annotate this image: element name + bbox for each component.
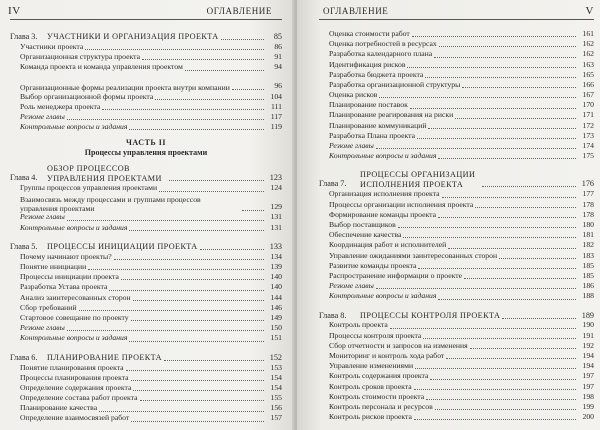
dot-leader: [67, 220, 264, 221]
page-header: [0, 5, 294, 17]
entry-title: Контроль сроков проекта: [329, 381, 412, 391]
page-ref: 167: [582, 90, 594, 100]
page-ref: 189: [581, 310, 594, 320]
right-page: [297, 0, 600, 430]
toc-entry: [319, 271, 594, 281]
page-ref: 104: [270, 91, 282, 101]
entry-title: Разработка календарного плана: [329, 49, 433, 59]
page-ref: 151: [270, 333, 282, 343]
page-ref: 175: [582, 151, 594, 161]
dot-leader: [121, 279, 264, 280]
page-ref: 161: [582, 28, 594, 38]
dot-leader: [88, 269, 264, 270]
page-ref: 144: [270, 292, 282, 302]
entry-title: Сбор требований: [20, 302, 77, 312]
toc-entry: [319, 141, 594, 151]
toc-entry: [319, 412, 594, 422]
toc-entry: [10, 272, 282, 282]
chapter-title: ПРОЦЕССЫ ОРГАНИЗАЦИИ ИСПОЛНЕНИЯ ПРОЕКТА: [360, 170, 476, 189]
dot-leader: [159, 191, 264, 192]
dot-leader: [470, 348, 576, 349]
page-ref: 129: [270, 202, 282, 212]
page-ref: 146: [270, 302, 282, 312]
toc-entry: [319, 151, 594, 161]
dot-leader: [407, 67, 576, 68]
page-ref: 165: [582, 69, 594, 79]
entry-title: Контроль содержания проекта: [329, 371, 429, 381]
dot-leader: [85, 49, 264, 50]
dot-leader: [446, 358, 576, 359]
page-ref: 124: [270, 183, 282, 193]
entry-title: Выбор организационной формы проекта: [20, 91, 154, 101]
page-ref: 181: [582, 230, 594, 240]
dot-leader: [376, 148, 576, 149]
page-ref: 182: [582, 240, 594, 250]
entry-title: Определение содержания проекта: [20, 382, 132, 392]
entry-title: Резюме главы: [329, 141, 374, 151]
toc-entry: [10, 42, 282, 52]
part-heading: ЧАСТЬ II: [126, 138, 166, 148]
dot-leader: [164, 360, 264, 361]
toc-entry: [10, 363, 282, 373]
toc-entry: [10, 313, 282, 323]
dot-leader: [169, 180, 264, 181]
dot-leader: [403, 237, 576, 238]
chapter-label: Глава 4.: [10, 173, 38, 183]
dot-leader: [428, 128, 576, 129]
toc-entry: [10, 112, 282, 122]
page-ref: 152: [269, 352, 282, 362]
toc-entry: [10, 62, 282, 72]
chapter-entry: [319, 310, 594, 321]
dot-leader: [412, 36, 576, 37]
entry-title: Планирование коммуникаций: [329, 120, 427, 130]
entry-title: Процессы планирования проекта: [20, 372, 129, 382]
page-ref: 190: [582, 320, 594, 330]
dot-leader: [442, 197, 576, 198]
entry-title: Контрольные вопросы и задания: [20, 222, 128, 232]
page-ref: 162: [582, 39, 594, 49]
toc-entry: [319, 361, 594, 371]
dot-leader: [502, 318, 576, 319]
page-ref: 183: [582, 250, 594, 260]
page-ref: 171: [582, 110, 594, 120]
dot-leader: [439, 46, 576, 47]
entry-title: Распространение информации о проекте: [329, 270, 463, 280]
entry-title: Сбор отчетности и запросов на изменения: [329, 340, 468, 350]
entry-title: Контроль рисков проекта: [329, 412, 412, 422]
toc-entry: [319, 200, 594, 210]
dot-leader: [434, 57, 576, 58]
toc-entry: [10, 252, 282, 262]
dot-leader: [462, 87, 576, 88]
toc-entry: [319, 100, 594, 110]
entry-title: Организационная структура проекта: [20, 52, 140, 62]
chapter-entry: [10, 31, 282, 42]
page-ref: 139: [270, 262, 282, 272]
chapter-label: Глава 3.: [10, 32, 38, 41]
toc-entry: [10, 393, 282, 403]
chapter-title: УЧАСТНИКИ И ОРГАНИЗАЦИЯ ПРОЕКТА: [47, 32, 219, 41]
entry-title: Мониторинг и контроль хода работ: [329, 351, 445, 361]
page-ref: 85: [273, 32, 282, 41]
chapter-label: Глава 7.: [319, 179, 347, 189]
dot-leader: [482, 186, 576, 187]
dot-leader: [67, 119, 264, 120]
dot-leader: [438, 217, 576, 218]
dot-leader: [417, 138, 576, 139]
dot-leader: [438, 299, 576, 300]
entry-title: Разработка организационной структуры: [329, 79, 461, 89]
dot-leader: [109, 290, 264, 291]
toc-entry: [10, 293, 282, 303]
entry-title: Участники проекта: [20, 41, 84, 51]
page-ref: 180: [582, 219, 594, 229]
entry-title: Контрольные вопросы и задания: [329, 151, 437, 161]
toc-entry: [10, 262, 282, 272]
dot-leader: [126, 370, 264, 371]
entry-title: Резюме главы: [20, 111, 65, 121]
entry-title: Резюме главы: [20, 212, 65, 222]
entry-title: Планирование поставок: [329, 100, 408, 110]
dot-leader: [142, 59, 264, 60]
dot-leader: [185, 70, 264, 71]
entry-title: Планирование качества: [20, 403, 98, 413]
entry-title: Координация работ и исполнителей: [329, 240, 447, 250]
chapter-entry: [319, 169, 594, 189]
chapter-label: Глава 8.: [319, 310, 347, 320]
entry-title: Понятие инициации: [20, 262, 87, 272]
dot-leader: [221, 39, 264, 40]
chapter-entry: [10, 241, 282, 252]
toc-entry: [10, 303, 282, 313]
entry-title: Оценка рисков: [329, 90, 378, 100]
page-ref: 150: [270, 323, 282, 333]
toc-entry: [319, 261, 594, 271]
entry-title: Почему начинают проекты?: [20, 251, 112, 261]
entry-title: Организация исполнения проекта: [329, 189, 440, 199]
entry-title: Процессы контроля проекта: [329, 330, 422, 340]
page-ref: 123: [269, 173, 282, 183]
page-ref: 192: [582, 340, 594, 350]
page-ref: 191: [582, 330, 594, 340]
chapter-title: ПРОЦЕССЫ КОНТРОЛЯ ПРОЕКТА: [360, 310, 501, 320]
page-ref: 133: [269, 241, 282, 251]
chapter-title: ПЛАНИРОВАНИЕ ПРОЕКТА: [47, 352, 162, 362]
toc-entry: [10, 183, 282, 193]
toc-entry: [10, 213, 282, 223]
dot-leader: [430, 379, 576, 380]
entry-title: Планирование реагирования на риски: [329, 110, 454, 120]
page-ref: 155: [270, 393, 282, 403]
page-ref: 149: [270, 312, 282, 322]
dot-leader: [376, 288, 576, 289]
page-ref: 197: [582, 371, 594, 381]
entry-title: Контроль стоимости проекта: [329, 391, 425, 401]
page-ref: 140: [270, 272, 282, 282]
entry-title: Контрольные вопросы и задания: [20, 333, 128, 343]
dot-leader: [425, 77, 576, 78]
toc-entry: [319, 80, 594, 90]
entry-title: Резюме главы: [329, 281, 374, 291]
running-title: ОГЛАВЛЕНИЕ: [206, 6, 272, 16]
chapter-entry: [10, 352, 282, 363]
chapter-title: ПРОЦЕССЫ ИНИЦИАЦИИ ПРОЕКТА: [47, 241, 198, 251]
dot-leader: [414, 419, 576, 420]
page-ref: 156: [270, 403, 282, 413]
toc-entry: [319, 189, 594, 199]
dot-leader: [133, 300, 264, 301]
page-ref: 153: [270, 362, 282, 372]
page-ref: 119: [270, 122, 282, 132]
entry-title: Группы процессов управления проектами: [20, 183, 158, 193]
dot-leader: [102, 109, 264, 110]
toc-entry: [10, 102, 282, 112]
toc-entry: [319, 351, 594, 361]
toc-entry: [319, 392, 594, 402]
dot-leader: [475, 207, 576, 208]
entry-title: Идентификация рисков: [329, 59, 406, 69]
toc-entry: [319, 230, 594, 240]
page-ref: 131: [270, 222, 282, 232]
dot-leader: [435, 409, 576, 410]
entry-title: Управление изменениями: [329, 361, 414, 371]
page-ref: 140: [270, 282, 282, 292]
entry-title: Организационные формы реализации проекта внутри компании: [20, 82, 230, 92]
page-header: [297, 5, 600, 17]
dot-leader: [131, 320, 264, 321]
toc-entry: [10, 73, 282, 92]
dot-leader: [418, 268, 576, 269]
entry-title: Стартовое совещание по проекту: [20, 312, 129, 322]
toc-entry: [319, 111, 594, 121]
dot-leader: [423, 338, 576, 339]
page-number: V: [585, 5, 594, 17]
page-ref: 131: [270, 212, 282, 222]
page-ref: 162: [582, 49, 594, 59]
toc-entry: [319, 49, 594, 59]
table-of-contents-right: [319, 29, 594, 422]
toc-entry: [10, 223, 282, 233]
dot-leader: [79, 310, 265, 311]
toc-entry: [319, 121, 594, 131]
toc-entry: [319, 291, 594, 301]
chapter-label: Глава 5.: [10, 241, 38, 251]
dot-leader: [426, 399, 576, 400]
spacer: [10, 233, 282, 239]
page-ref: 172: [582, 120, 594, 130]
page-ref: 185: [582, 270, 594, 280]
entry-title: Разработка Устава проекта: [20, 282, 108, 292]
dot-leader: [114, 259, 264, 260]
dot-leader: [129, 230, 264, 231]
toc-entry: [10, 52, 282, 62]
toc-entry: [10, 323, 282, 333]
dot-leader: [499, 258, 576, 259]
page-ref: 96: [274, 81, 282, 91]
toc-entry: [10, 194, 282, 213]
entry-title: Контрольные вопросы и задания: [20, 122, 128, 132]
page-ref: 173: [582, 130, 594, 140]
chapter-title: ОБЗОР ПРОЦЕССОВ УПРАВЛЕНИЯ ПРОЕКТАМИ: [47, 164, 162, 183]
dot-leader: [140, 400, 264, 401]
page-ref: 111: [271, 101, 282, 111]
page-ref: 200: [582, 412, 594, 422]
entry-title: Команда проекта и команда управления проектом: [20, 62, 183, 72]
page-ref: 94: [274, 62, 282, 72]
toc-entry: [319, 331, 594, 341]
toc-entry: [319, 220, 594, 230]
dot-leader: [242, 210, 264, 211]
dot-leader: [131, 421, 264, 422]
page-ref: 91: [274, 52, 282, 62]
dot-leader: [99, 411, 264, 412]
dot-leader: [464, 278, 576, 279]
toc-entry: [319, 29, 594, 39]
entry-title: Резюме главы: [20, 323, 65, 333]
dot-leader: [410, 108, 576, 109]
spacer: [319, 161, 594, 167]
page-ref: 178: [582, 199, 594, 209]
dot-leader: [438, 158, 576, 159]
entry-title: Выбор поставщиков: [329, 219, 396, 229]
dot-leader: [129, 129, 264, 130]
toc-entry: [10, 122, 282, 132]
toc-entry: [10, 92, 282, 102]
chapter-entry: [10, 163, 282, 183]
header-rule: [10, 19, 282, 20]
toc-entry: [10, 403, 282, 413]
dot-leader: [67, 330, 264, 331]
entry-title: Понятие планирования проекта: [20, 362, 124, 372]
toc-entry: [319, 341, 594, 351]
spacer: [319, 302, 594, 308]
dot-leader: [398, 227, 576, 228]
toc-entry: [319, 131, 594, 141]
entry-title: Формирование команды проекта: [329, 209, 436, 219]
page-ref: 199: [582, 401, 594, 411]
page-ref: 177: [582, 189, 594, 199]
toc-entry: [10, 333, 282, 343]
entry-title: Контроль проекта: [329, 320, 388, 330]
dot-leader: [200, 249, 264, 250]
toc-entry: [10, 282, 282, 292]
entry-title: Разработка бюджета проекта: [329, 69, 424, 79]
entry-title: Контрольные вопросы и задания: [329, 291, 437, 301]
page-ref: 197: [582, 381, 594, 391]
chapter-label: Глава 6.: [10, 352, 38, 362]
dot-leader: [155, 99, 264, 100]
running-title: ОГЛАВЛЕНИЕ: [323, 6, 389, 16]
toc-entry: [319, 70, 594, 80]
dot-leader: [232, 89, 264, 90]
toc-entry: [319, 60, 594, 70]
page-ref: 178: [582, 209, 594, 219]
page-ref: 154: [270, 382, 282, 392]
entry-title: Взаимосвязь между процессами и группами процессов управления проектами: [20, 194, 201, 213]
dot-leader: [131, 380, 264, 381]
page-ref: 188: [582, 291, 594, 301]
toc-entry: [319, 39, 594, 49]
toc-entry: [319, 281, 594, 291]
toc-entry: [10, 373, 282, 383]
entry-title: Процессы инициации проекта: [20, 272, 119, 282]
entry-title: Управление ожиданиями заинтересованных сторон: [329, 250, 498, 260]
entry-title: Процессы организации исполнения проекта: [329, 199, 474, 209]
left-page: [0, 0, 294, 430]
toc-entry: [10, 383, 282, 393]
entry-title: Оценка потребностей в ресурсах: [329, 39, 437, 49]
page-ref: 185: [582, 260, 594, 270]
page-ref: 186: [582, 281, 594, 291]
page-ref: 134: [270, 251, 282, 261]
spacer: [10, 344, 282, 350]
entry-title: Роль менеджера проекта: [20, 101, 101, 111]
dot-leader: [414, 389, 576, 390]
page-ref: 163: [582, 59, 594, 69]
page-ref: 117: [270, 111, 282, 121]
dot-leader: [133, 390, 264, 391]
page-ref: 157: [270, 413, 282, 423]
header-rule: [319, 19, 594, 20]
part-subtitle: Процессы управления проектами: [84, 148, 208, 158]
toc-entry: [319, 402, 594, 412]
toc-entry: [319, 210, 594, 220]
page-ref: 154: [270, 372, 282, 382]
toc-entry: [319, 90, 594, 100]
page-ref: 166: [582, 79, 594, 89]
page-ref: 198: [582, 391, 594, 401]
page-ref: 170: [582, 100, 594, 110]
entry-title: Оценка стоимости работ: [329, 28, 410, 38]
entry-title: Обеспечение качества: [329, 230, 402, 240]
entry-title: Определение взаимосвязей работ: [20, 413, 130, 423]
table-of-contents-left: [10, 29, 282, 424]
toc-entry: [319, 251, 594, 261]
page-ref: 174: [582, 141, 594, 151]
page-number: IV: [8, 5, 21, 17]
entry-title: Определение состава работ проекта: [20, 393, 138, 403]
page-ref: 176: [581, 179, 594, 189]
page-ref: 194: [582, 351, 594, 361]
entry-title: Развитие команды проекта: [329, 260, 417, 270]
toc-entry: [319, 382, 594, 392]
page-ref: 86: [274, 41, 282, 51]
dot-leader: [129, 341, 264, 342]
toc-entry: [319, 321, 594, 331]
dot-leader: [379, 97, 576, 98]
page-ref: 194: [582, 361, 594, 371]
entry-title: Разработка Плана проекта: [329, 130, 415, 140]
entry-title: Анализ заинтересованных сторон: [20, 292, 131, 302]
dot-leader: [448, 248, 576, 249]
dot-leader: [455, 118, 576, 119]
entry-title: Контроль персонала и ресурсов: [329, 401, 433, 411]
dot-leader: [415, 368, 576, 369]
toc-entry: [319, 371, 594, 381]
toc-entry: [10, 414, 282, 424]
dot-leader: [390, 328, 576, 329]
toc-entry: [319, 240, 594, 250]
